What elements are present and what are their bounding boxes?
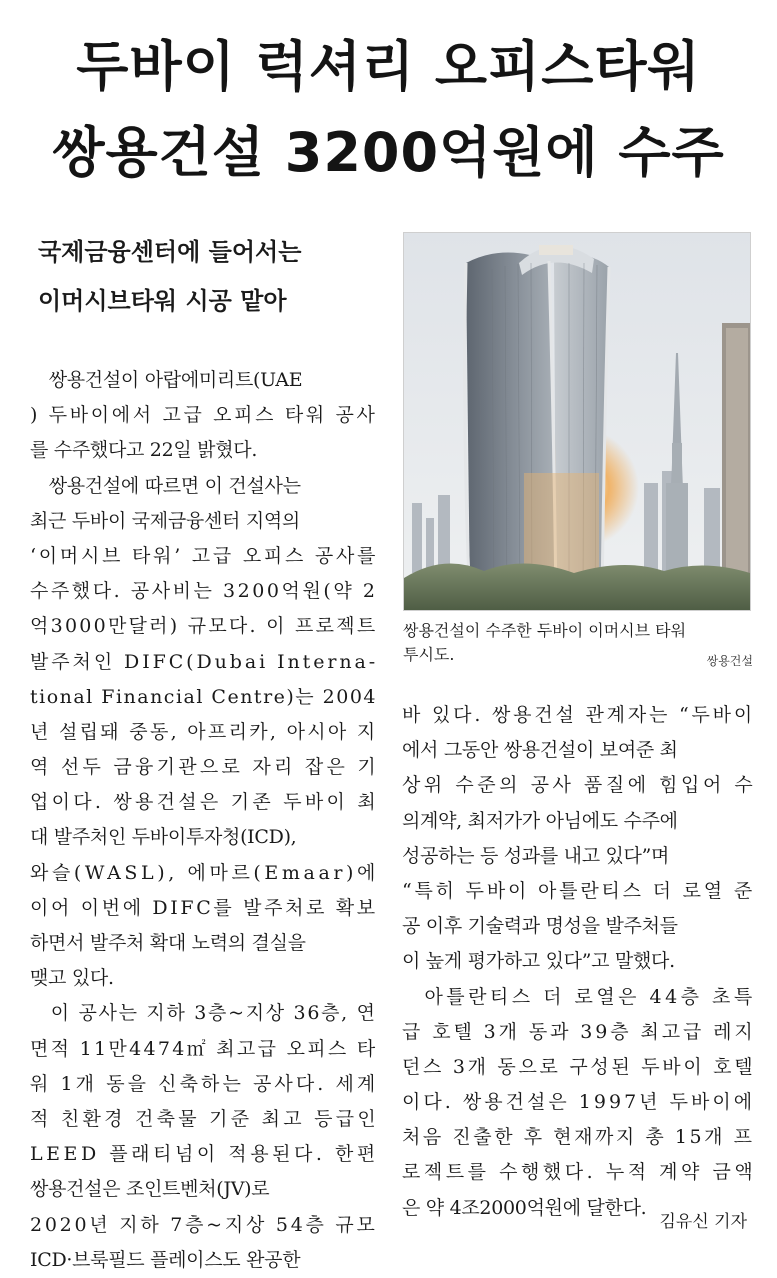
- photo-caption-line-2: 투시도.: [403, 645, 455, 664]
- article-text-line: 억3000만달러) 규모다. 이 프로젝트: [30, 615, 378, 638]
- photo-caption: [403, 619, 753, 667]
- article-text-line: 이 공사는 지하 3층~지상 36층, 연: [30, 1002, 377, 1025]
- article-text-line: “특히 두바이 아틀란티스 더 로열 준: [402, 879, 755, 902]
- article-text-line: 적 친환경 건축물 기준 최고 등급인: [30, 1107, 380, 1130]
- article-text-line: 하면서 발주처 확대 노력의 결실을: [30, 932, 306, 954]
- article-text-line: 이다. 쌍용건설은 1997년 두바이에: [402, 1091, 756, 1114]
- article-text-line: 에서 그동안 쌍용건설이 보여준 최: [402, 739, 678, 762]
- photo-caption-line-1: 쌍용건설이 수주한 두바이 이머시브 타워: [403, 621, 687, 640]
- headline-line-2: 쌍용건설 3200억원에 수주: [52, 121, 725, 184]
- article-text-line: 로젝트를 수행했다. 누적 계약 금액: [402, 1161, 757, 1184]
- article-text-line: ‘이머시브 타워’ 고급 오피스 공사를: [30, 544, 379, 567]
- article-text-line: 역 선두 금융기관으로 자리 잡은 기: [30, 756, 380, 779]
- article-text-line: 성공하는 등 성과를 내고 있다”며: [402, 844, 670, 867]
- subheadline-line-2: 이머시브타워 시공 맡아: [38, 287, 287, 315]
- article-text-line: 아틀란티스 더 로열은 44층 초특: [402, 985, 756, 1008]
- article-body-left-column: [30, 363, 380, 1278]
- article-text-line: 던스 3개 동으로 구성된 두바이 호텔: [402, 1055, 756, 1078]
- article-text-line: 이 높게 평가하고 있다”고 말했다.: [402, 950, 675, 973]
- article-text-line: 상위 수준의 공사 품질에 힘입어 수: [402, 774, 757, 797]
- article-text-line: 바 있다. 쌍용건설 관계자는 “두바이: [402, 704, 755, 726]
- article-text-line: 업이다. 쌍용건설은 기존 두바이 최: [30, 791, 380, 814]
- article-text-line: 급 호텔 3개 동과 39층 최고급 레지: [402, 1020, 756, 1043]
- photo-credit: 쌍용건설: [706, 654, 753, 668]
- article-text-line: 쌍용건설이 아랍에미리트(UAE: [30, 369, 303, 391]
- headline-line-1: 두바이 럭셔리 오피스타워: [76, 35, 701, 98]
- article-text-line: 공 이후 기술력과 명성을 발주처들: [402, 915, 678, 938]
- article-text-line: ICD·브룩필드 플레이스도 완공한: [30, 1248, 301, 1271]
- article-text-line: 수주했다. 공사비는 3200억원(약 2: [30, 580, 378, 603]
- article-body-right-column: [402, 698, 757, 1226]
- article-text-line: 의계약, 최저가가 아님에도 수주에: [402, 809, 678, 832]
- article-text-line: 년 설립돼 중동, 아프리카, 아시아 지: [30, 720, 378, 743]
- article-text-line: 2020년 지하 7층~지상 54층 규모: [30, 1213, 378, 1236]
- article-text-line: 와슬(WASL), 에마르(Emaar)에: [30, 861, 380, 884]
- article-text-line: LEED 플래티넘이 적용된다. 한편: [30, 1143, 379, 1166]
- article-text-line: 최근 두바이 국제금융센터 지역의: [30, 509, 300, 532]
- article-text-line: ) 두바이에서 고급 오피스 타워 공사: [30, 404, 378, 427]
- reporter-byline: 김유신 기자: [659, 1212, 747, 1232]
- article-text-line: 를 수주했다고 22일 밝혔다.: [30, 439, 258, 462]
- article-text-line: 발주처인 DIFC(Dubai Interna-: [30, 650, 379, 673]
- tower-rendering-photo: [403, 232, 751, 611]
- article-text-line: 처음 진출한 후 현재까지 총 15개 프: [402, 1126, 755, 1149]
- article-text-line: 워 1개 동을 신축하는 공사다. 세계: [30, 1072, 379, 1095]
- article-text-line: tional Financial Centre)는 2004: [30, 685, 377, 708]
- article-text-line: 쌍용건설에 따르면 이 건설사는: [30, 474, 301, 497]
- article-text-line: 대 발주처인 두바이투자청(ICD),: [30, 826, 297, 849]
- article-text-line: 은 약 4조2000억원에 달한다.: [402, 1196, 647, 1219]
- article-text-line: 맺고 있다.: [30, 967, 114, 990]
- article-text-line: 이어 이번에 DIFC를 발주처로 확보: [30, 896, 378, 919]
- article-text-line: 쌍용건설은 조인트벤처(JV)로: [30, 1178, 270, 1201]
- subheadline-line-1: 국제금융센터에 들어서는: [38, 238, 302, 266]
- article-text-line: 면적 11만4474㎡ 최고급 오피스 타: [30, 1037, 378, 1060]
